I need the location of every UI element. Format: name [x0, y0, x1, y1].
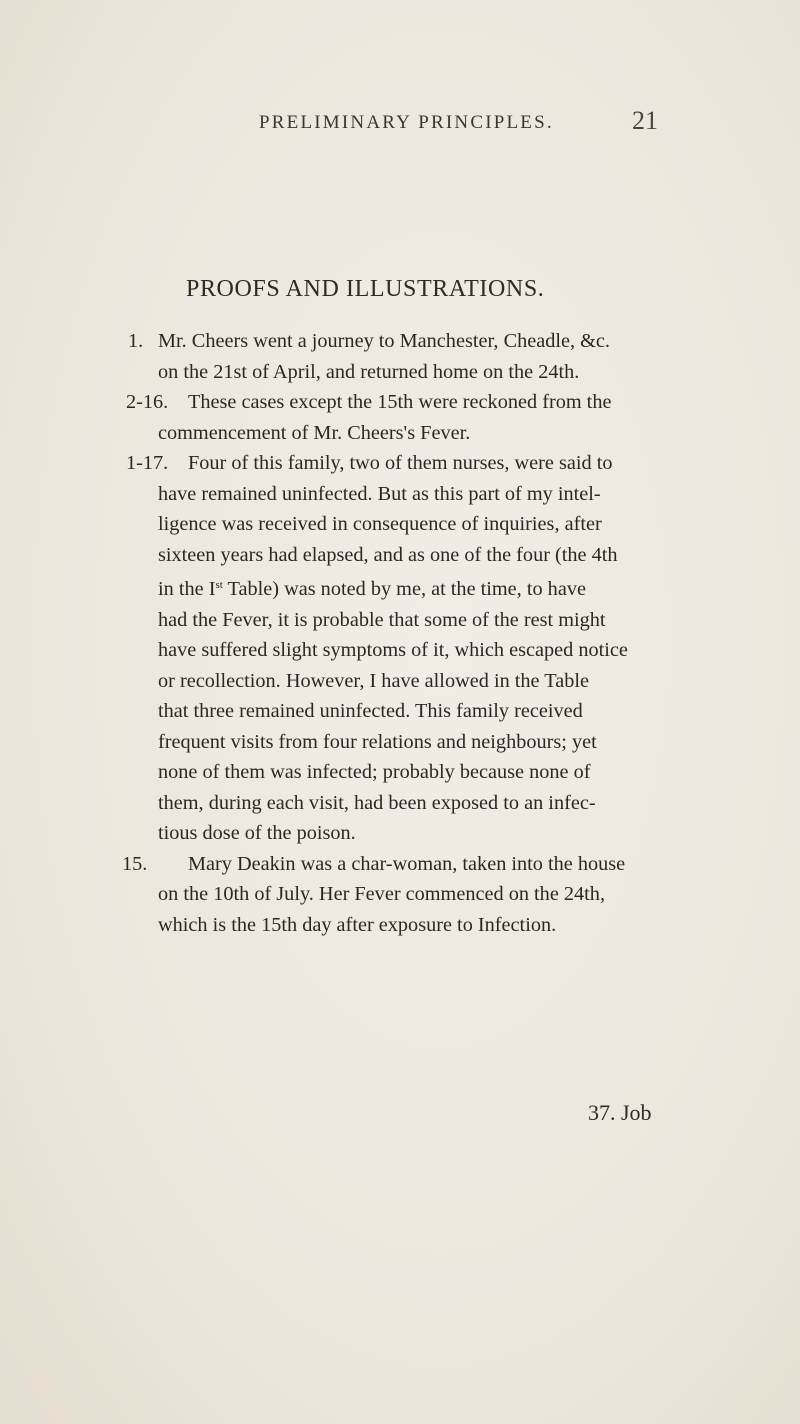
superscript: st [215, 579, 223, 591]
note-line: on the 10th of July. Her Fever commenced on the 24th, [158, 883, 606, 905]
note-line: or recollection. However, I have allowed in the Table [158, 669, 590, 692]
note-line: commencement of Mr. Cheers's Fever. [158, 421, 471, 444]
note-item [122, 849, 728, 941]
note-line-with-superscript [158, 570, 728, 605]
running-head [0, 106, 800, 142]
note-line: Four of this family, two of them nurses, were said to [188, 452, 613, 474]
note-item [128, 387, 728, 448]
note-line: have remained uninfected. But as this part of my intel- [158, 482, 601, 505]
note-line: that three remained uninfected. This family received [158, 700, 583, 722]
notes-list [122, 326, 728, 940]
note-line-rest: Table) was noted by me, at the time, to have [222, 578, 586, 600]
note-line: sixteen years had elapsed, and as one of the four (the 4th [158, 543, 618, 566]
note-number: 15. [122, 852, 148, 875]
note-line: Mr. Cheers went a journey to Manchester, Cheadle, &c. [158, 330, 610, 352]
note-number: 1-17. [126, 452, 169, 474]
running-title: PRELIMINARY PRINCIPLES. [259, 112, 554, 133]
note-line: frequent visits from four relations and neighbours; yet [158, 730, 597, 753]
note-line: on the 21st of April, and returned home on the 24th. [158, 360, 580, 383]
note-line: have suffered slight symptoms of it, which escaped notice [158, 639, 628, 661]
note-line: which is the 15th day after exposure to Infection. [158, 913, 557, 936]
section-heading: PROOFS AND ILLUSTRATIONS. [186, 276, 545, 302]
note-item [128, 448, 728, 849]
note-line: tious dose of the poison. [158, 822, 356, 844]
note-line-start: in the I [158, 578, 216, 600]
note-line: none of them was infected; probably because none of [158, 761, 591, 783]
note-line: had the Fever, it is probable that some of the rest might [158, 608, 606, 631]
note-item [128, 326, 728, 387]
note-number: 1. [128, 330, 144, 352]
note-line: ligence was received in consequence of inquiries, after [158, 513, 602, 535]
page-number: 21 [632, 106, 658, 135]
note-line: them, during each visit, had been exposed to an infec- [158, 791, 596, 814]
note-number: 2-16. [126, 391, 169, 413]
note-line: These cases except the 15th were reckoned from the [188, 391, 612, 413]
note-line: Mary Deakin was a char-woman, taken into the house [188, 852, 626, 875]
catchword: 37. Job [588, 1100, 652, 1125]
